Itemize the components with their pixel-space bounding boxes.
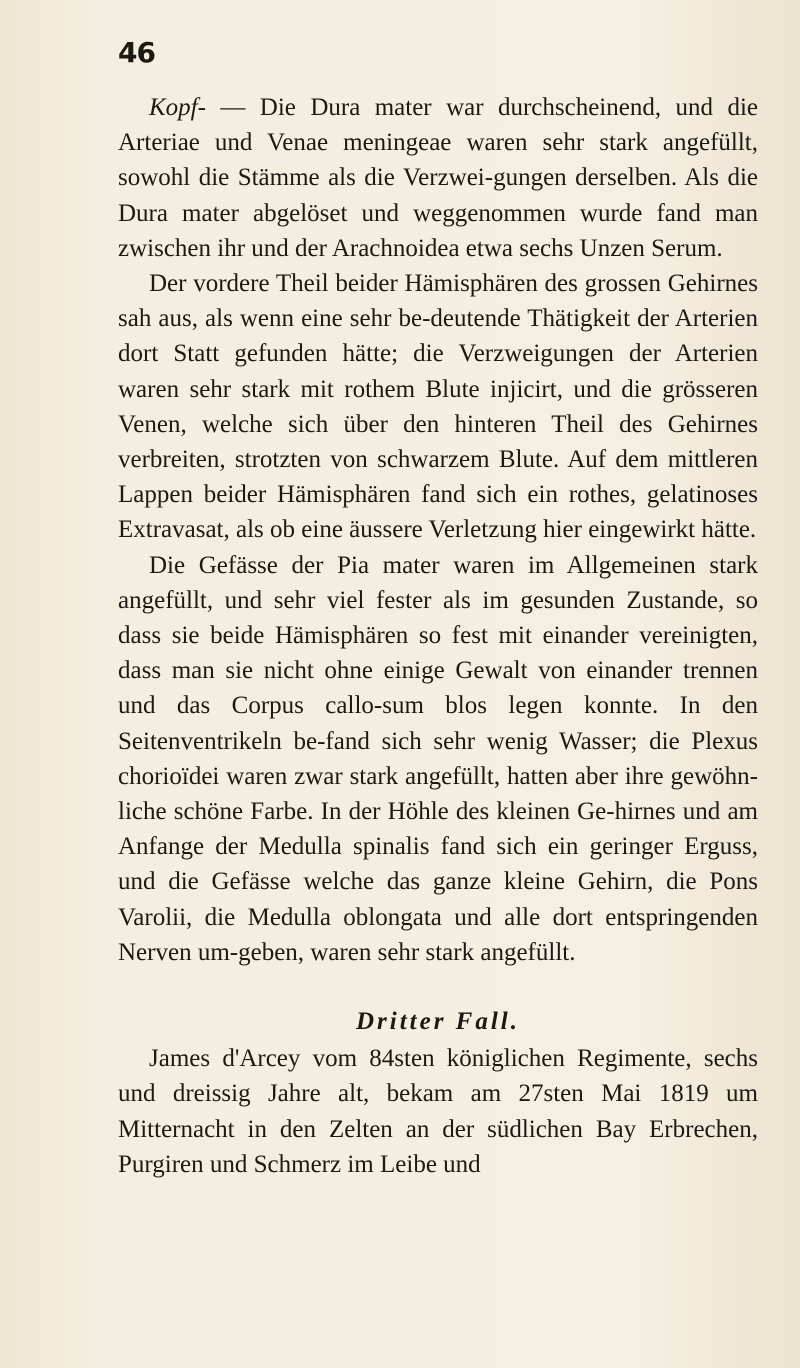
paragraph-text: — Die Dura mater war durchscheinend, und die Arteriae und Venae meningeae waren sehr stark angefüllt, sowohl die Stämme als die Verzwei-gungen derselben. Als die Dura mater abgelöset und weggenommen wurde fand man zwischen ihr und der Arachnoidea etwa sechs Unzen Serum. xyxy=(118,94,758,262)
body-text xyxy=(118,90,758,1182)
paragraph-head-findings xyxy=(118,90,758,266)
page-number: 46 xyxy=(118,36,155,69)
lead-word: Kopf- xyxy=(149,94,206,121)
paragraph-hemispheres: Der vordere Theil beider Hämisphären des grossen Gehirnes sah aus, als wenn eine sehr be-deutende Thätigkeit der Arterien dort Statt gefunden hätte; die Verzweigungen der Arterien waren sehr stark mit rothem Blute injicirt, und die grösseren Venen, welche sich über den hinteren Theil des Gehirnes verbreiten, strotzten von schwarzem Blute. Auf dem mittleren Lappen beider Hämisphären fand sich ein rothes, gelatinoses Extravasat, als ob eine äussere Verletzung hier eingewirkt hätte. xyxy=(118,270,758,544)
paragraph-case-three: James d'Arcey vom 84sten königlichen Regimente, sechs und dreissig Jahre alt, bekam am 27sten Mai 1819 um Mitternacht in den Zelten an der südlichen Bay Erbrechen, Purgiren und Schmerz im Leibe und xyxy=(118,1045,758,1178)
section-heading: Dritter Fall. xyxy=(355,1008,520,1036)
paragraph-pia-mater: Die Gefässe der Pia mater waren im Allgemeinen stark angefüllt, und sehr viel fester als im gesunden Zustande, so dass sie beide Hämisphären so fest mit einander vereinigten, dass man sie nicht ohne einige Gewalt von einander trennen und das Corpus callo-sum blos legen konnte. In den Seitenventrikeln be-fand sich sehr wenig Wasser; die Plexus chorioïdei waren zwar stark angefüllt, hatten aber ihre gewöhn-liche schöne Farbe. In der Höhle des kleinen Ge-hirnes und am Anfange der Medulla spinalis fand sich ein geringer Erguss, und die Gefässe welche das ganze kleine Gehirn, die Pons Varolii, die Medulla oblongata und alle dort entspringenden Nerven um-geben, waren sehr stark angefüllt. xyxy=(118,551,758,966)
